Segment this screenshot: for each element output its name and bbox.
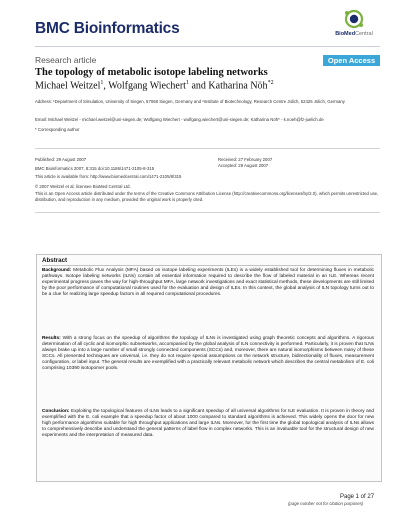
article-url: This article is available from: http://www.biomedcentral.com/1471-2105/8/315 — [35, 174, 182, 179]
abstract-heading: Abstract — [42, 257, 68, 264]
abstract-rule — [42, 265, 374, 266]
author-affiliation-mark: 1 — [185, 80, 189, 86]
author-list — [35, 80, 375, 91]
citation-line: BMC Bioinformatics 2007, 8:315 doi:10.1186/1471-2105-8-315 — [35, 165, 155, 171]
author-name: Wolfgang Wiechert — [108, 80, 186, 92]
biomed-central-logo-icon — [329, 8, 379, 32]
section-label: Results: — [42, 336, 61, 341]
accepted-date: Accepted: 29 August 2007 — [218, 162, 269, 168]
section-text: Metabolic Flux Analysis (MFA) based on isotope labeling experiments (ILEs) is a widely established tool for determining fluxes in metabolic pathways. Isotope labeling networks (ILNs) contain all essential information required to describe the flow of labeled material in an ILE. Whereas recent experimental progress paves the way for high-throughput MFA, large network investigations and exact statistical methods, these developments are still limited by the poor performance of computational routines used for the evaluation and design of ILEs. In this context, the global analysis of ILN topology turns out to be a clue for realizing large speedup factors in all required computational procedures. — [42, 268, 374, 298]
author-name: Katharina Nöh — [208, 80, 268, 92]
author-affiliation-mark: 1 — [100, 80, 104, 86]
publisher-name-part1: BioMed — [335, 31, 356, 37]
copyright-notice: © 2007 Weitzel et al; licensee BioMed Central Ltd. — [35, 184, 131, 189]
abstract-background — [42, 268, 374, 298]
section-text: Exploiting the topological features of ILNs leads to a significant speedup of all universal algorithms for ILE evaluation. It is proven in theory and exemplified with the E. coli example that a speedup factor of about 1000 compared to standard algorithms is achieved. This widely opens the door for new high performance algorithms suitable for high throughput applications and large ILNs. Moreover, for the first time the global topological analysis of ILNs allows to comprehensively describe and understand the general patterns of label flow in complex networks. This is an invaluable tool for the structural design of new experiments and the interpretation of measured data. — [42, 409, 374, 439]
header-rule — [35, 46, 380, 47]
section-label: Background: — [42, 268, 72, 273]
article-title: The topology of metabolic isotope labeling networks — [35, 67, 268, 78]
journal-title: BMC Bioinformatics — [35, 20, 180, 37]
author-emails: Email: Michael Weitzel - michael.weitzel@uni-siegen.de; Wolfgang Wiechert - wolfgang.wiechert@uni-siegen.de; Katharina Nöh* - k.noeh@fz-juelich.de — [35, 117, 324, 122]
page-number: Page 1 of 27 — [340, 494, 375, 500]
abstract-conclusion — [42, 409, 374, 439]
received-date: Received: 27 February 2007 — [218, 157, 273, 162]
section-label: Conclusion: — [42, 409, 70, 414]
divider — [35, 212, 380, 213]
open-access-badge: Open Access — [323, 55, 380, 66]
publisher-name — [329, 31, 379, 37]
license-statement: This is an Open Access article distributed under the terms of the Creative Commons Attribution License (http://creativecommons.org/licenses/by/2.0), which permits unrestricted use, distribution, and reproduction in any medium, provided the original work is properly cited. — [35, 191, 379, 202]
publisher-name-part2: Central — [355, 31, 373, 37]
section-text: With a strong focus on the speedup of algorithms the topology of ILNs is investigated using graph theoretic concepts and algorithms. A rigorous determination of all cyclic and isomorphic subnetworks, accompanied by the global analysis of ILN connectivity is performed. Particularly, it is proven that ILNs always brake up into a large number of small strongly connected components (SCCs) and, moreover, there are natural isomorphisms between many of these SCCs. All presented techniques are universal, i.e. they do not require special assumptions on the network structure, bidirectionality of fluxes, measurement configuration, or label input. The general results are exemplified with a practically relevant metabolic network which describes the central metabolism of E. coli comprising 10390 isotopomer pools. — [42, 336, 374, 372]
published-date: Published: 29 August 2007 — [35, 157, 87, 162]
publication-dates-left — [35, 157, 205, 171]
author-affiliation-mark: *2 — [267, 80, 274, 86]
author-name: Michael Weitzel — [35, 80, 101, 92]
publisher-logo — [329, 8, 379, 42]
publication-dates-right — [218, 157, 378, 168]
author-addresses: Address: ¹Department of Simulation, University of Siegen, 57068 Siegen, Germany and ²Institute of Biotechnology, Research Centre Jülich, 52425 Jülich, Germany — [35, 99, 345, 104]
divider — [35, 148, 380, 149]
article-type: Research article — [35, 55, 97, 65]
author-separator: , — [103, 80, 109, 92]
corresponding-author-note: * Corresponding author — [35, 127, 80, 132]
abstract-results — [42, 336, 374, 373]
author-separator: and — [188, 80, 209, 92]
page-number-note: (page number not for citation purposes) — [288, 501, 364, 506]
